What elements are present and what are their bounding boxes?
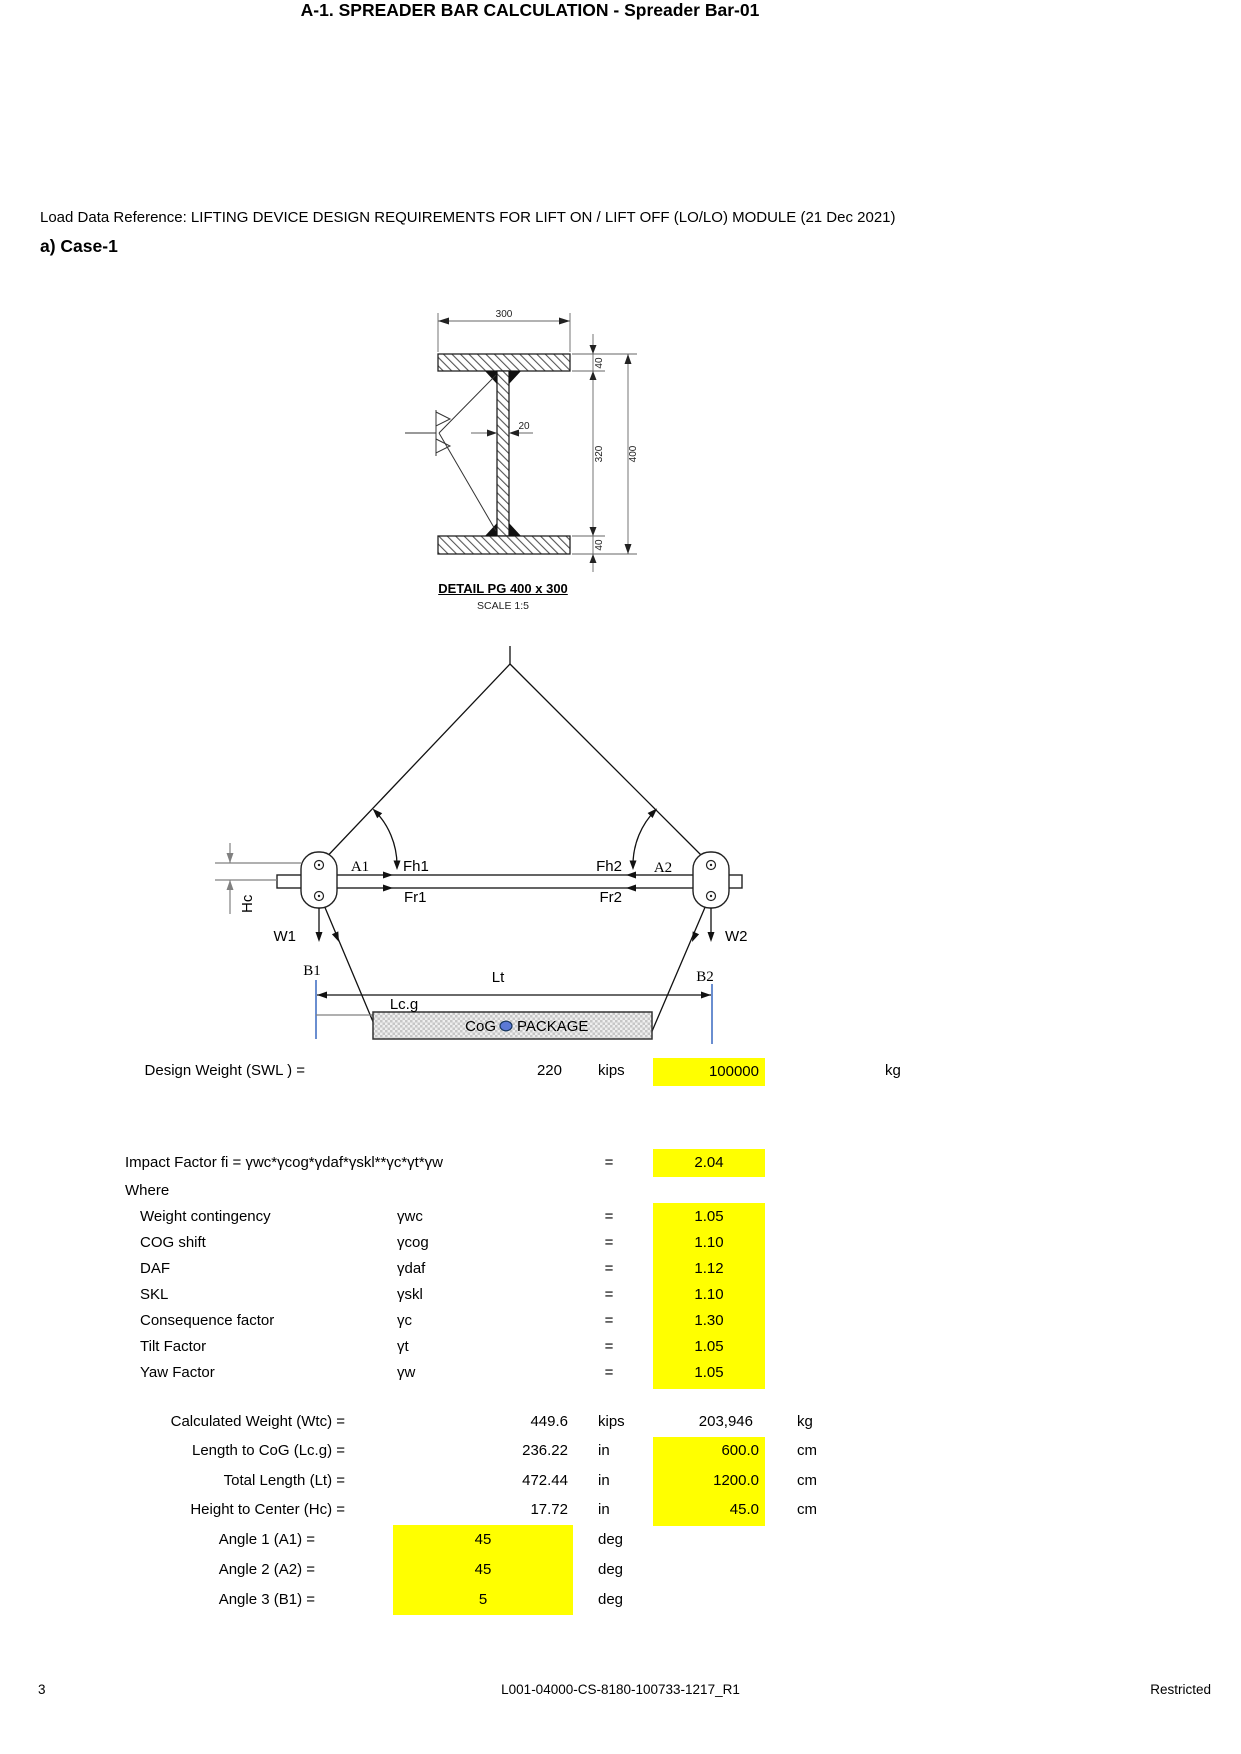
case-heading: a) Case-1: [40, 236, 118, 256]
factor-value: 1.30: [694, 1312, 724, 1329]
factor-equals: =: [604, 1286, 614, 1303]
detail-scale: SCALE 1:5: [477, 600, 529, 612]
factor-name: Consequence factor: [140, 1312, 275, 1329]
hc-label: Hc: [239, 894, 256, 913]
result-imperial-unit: kips: [598, 1413, 625, 1430]
b2-label: B2: [696, 969, 714, 985]
result-imperial-unit: in: [598, 1501, 610, 1518]
beam-section-detail-drawing: [375, 278, 675, 608]
result-metric-unit: cm: [797, 1472, 817, 1489]
document-number: L001-04000-CS-8180-100733-1217_R1: [501, 1682, 740, 1697]
fh1-label: Fh1: [403, 858, 429, 875]
detail-caption: DETAIL PG 400 x 300: [438, 581, 568, 596]
angle-unit: deg: [598, 1531, 624, 1548]
angle-value-input: 45: [474, 1561, 492, 1578]
factor-symbol: γt: [397, 1338, 409, 1355]
lt-label: Lt: [491, 969, 505, 986]
factor-equals: =: [604, 1364, 614, 1381]
factor-equals: =: [604, 1260, 614, 1277]
result-label: Length to CoG (Lc.g) =: [191, 1442, 345, 1459]
dim-40-top-label: 40: [594, 357, 605, 369]
result-imperial: 472.44: [522, 1472, 568, 1489]
factor-name: COG shift: [140, 1234, 206, 1251]
fh2-label: Fh2: [596, 858, 622, 875]
width-dimension: [438, 309, 570, 352]
angle-value-input: 45: [474, 1531, 492, 1548]
cog-label: CoG: [465, 1018, 496, 1035]
design-weight-kg-unit: kg: [885, 1062, 901, 1079]
package-label: PACKAGE: [517, 1018, 589, 1035]
impact-factor-value: 2.04: [653, 1149, 765, 1177]
design-weight-kg-input: 100000: [653, 1058, 765, 1086]
result-label: Height to Center (Hc) =: [190, 1501, 345, 1518]
w2-label: W2: [725, 928, 748, 945]
result-metric-input: 1200.0: [713, 1472, 759, 1489]
beam-section: [438, 354, 570, 554]
factor-name: DAF: [140, 1260, 170, 1277]
factor-name: Weight contingency: [140, 1208, 271, 1225]
factor-equals: =: [604, 1208, 614, 1225]
cog-marker: [500, 1021, 512, 1031]
weight-arrows: [316, 908, 715, 942]
dim-40-bottom-label: 40: [594, 539, 605, 551]
result-label: Total Length (Lt) =: [223, 1472, 345, 1489]
factor-symbol: γdaf: [397, 1260, 426, 1277]
weld-callout-symbol: [405, 375, 496, 531]
angle-value-input: 5: [478, 1591, 488, 1608]
fr1-label: Fr1: [404, 889, 427, 906]
angle-unit: deg: [598, 1591, 624, 1608]
upper-slings: [319, 646, 711, 865]
dim-400-label: 400: [628, 445, 639, 463]
dim-20-label: 20: [518, 421, 530, 432]
where-label: Where: [125, 1182, 170, 1199]
result-imperial: 449.6: [530, 1413, 568, 1430]
factor-value: 1.05: [694, 1208, 724, 1225]
factor-symbol: γskl: [397, 1286, 423, 1303]
angle-unit: deg: [598, 1561, 624, 1578]
design-weight-kips-value: 220: [536, 1062, 562, 1079]
factor-value: 1.10: [694, 1286, 724, 1303]
b1-label: B1: [303, 963, 321, 979]
factor-equals: =: [604, 1234, 614, 1251]
result-imperial-unit: in: [598, 1442, 610, 1459]
result-metric-unit: kg: [797, 1413, 813, 1430]
lt-dimension: [317, 992, 711, 999]
lcg-label: Lc.g: [389, 996, 419, 1013]
lifting-arrangement-diagram: [0, 630, 1241, 1060]
angle-a2-label: A2: [653, 860, 673, 876]
factor-value: 1.12: [694, 1260, 724, 1277]
impact-factor-equals: =: [604, 1154, 614, 1171]
angle-label: Angle 2 (A2) =: [218, 1561, 315, 1578]
dim-320-label: 320: [594, 445, 605, 463]
spreader-bar: [277, 852, 742, 908]
w1-label: W1: [273, 928, 296, 945]
design-weight-label: Design Weight (SWL ) =: [144, 1062, 305, 1079]
result-metric-unit: cm: [797, 1501, 817, 1518]
page-title: A-1. SPREADER BAR CALCULATION - Spreader Bar-01: [300, 0, 760, 20]
result-imperial: 236.22: [522, 1442, 568, 1459]
factor-value: 1.05: [694, 1364, 724, 1381]
dim-300-label: 300: [495, 309, 513, 320]
result-metric: 203,946: [698, 1413, 753, 1430]
angle-label: Angle 3 (B1) =: [218, 1591, 315, 1608]
design-weight-kips-unit: kips: [598, 1062, 625, 1079]
result-imperial: 17.72: [530, 1501, 568, 1518]
fr2-label: Fr2: [599, 889, 622, 906]
factor-value: 1.10: [694, 1234, 724, 1251]
result-imperial-unit: in: [598, 1472, 610, 1489]
factor-name: Yaw Factor: [140, 1364, 215, 1381]
factor-equals: =: [604, 1338, 614, 1355]
result-metric-input: 45.0: [729, 1501, 759, 1518]
angle-label: Angle 1 (A1) =: [218, 1531, 315, 1548]
classification-label: Restricted: [1150, 1682, 1211, 1697]
result-metric-unit: cm: [797, 1442, 817, 1459]
factor-symbol: γw: [397, 1364, 416, 1381]
factor-symbol: γcog: [397, 1234, 429, 1251]
factor-symbol: γc: [397, 1312, 412, 1329]
factor-name: Tilt Factor: [140, 1338, 207, 1355]
page-number: 3: [38, 1682, 46, 1697]
result-label: Calculated Weight (Wtc) =: [170, 1413, 345, 1430]
angle-a1-label: A1: [350, 859, 370, 875]
package-box: [373, 1012, 652, 1039]
height-dimensions: [572, 334, 639, 572]
result-metric-input: 600.0: [721, 1442, 759, 1459]
load-data-reference: Load Data Reference: LIFTING DEVICE DESIGN REQUIREMENTS FOR LIFT ON / LIFT OFF (LO/LO) MODULE (21 Dec 2021): [40, 209, 896, 226]
factor-name: SKL: [140, 1286, 169, 1303]
factor-symbol: γwc: [397, 1208, 423, 1225]
factor-value: 1.05: [694, 1338, 724, 1355]
impact-factor-formula: Impact Factor fi = γwc*γcog*γdaf*γskl**γc*γt*γw: [125, 1154, 444, 1171]
factor-equals: =: [604, 1312, 614, 1329]
